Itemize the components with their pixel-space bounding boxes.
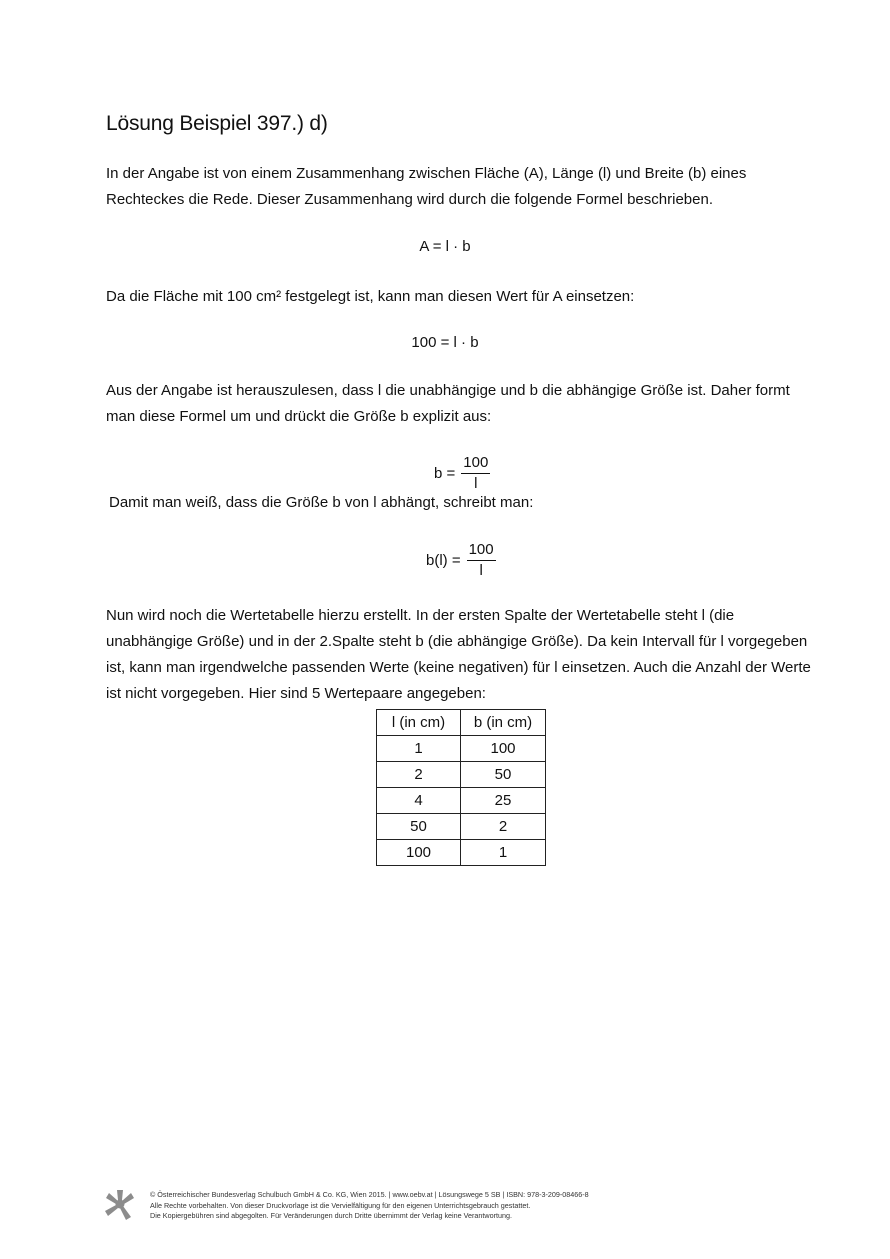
table-header-row (377, 710, 546, 736)
table-cell-b: 50 (461, 762, 546, 788)
table-cell-b: 100 (461, 736, 546, 762)
table-row (377, 736, 546, 762)
table-cell-b: 1 (461, 840, 546, 866)
paragraph-intro: In der Angabe ist von einem Zusammenhang zwischen Fläche (A), Länge (l) und Breite (b) eines Rechteckes die Rede. Dieser Zusammenhang wird durch die folgende Formel beschrieben. (106, 165, 747, 208)
formula-function-lhs: b(l) = (426, 552, 461, 569)
page-title: Lösung Beispiel 397.) d) (106, 112, 328, 135)
table-row (377, 762, 546, 788)
paragraph-rearrange: Aus der Angabe ist herauszulesen, dass l die unabhängige und b die abhängige Größe ist. Daher formt man diese Formel um und drückt die Größe b explizit aus: (106, 382, 790, 425)
table-header-b: b (in cm) (461, 710, 546, 736)
table-header-l: l (in cm) (377, 710, 461, 736)
table-row (377, 840, 546, 866)
fraction (467, 541, 496, 580)
table-cell-b: 2 (461, 814, 546, 840)
footer-line: © Österreichischer Bundesverlag Schulbuch GmbH & Co. KG, Wien 2015. | www.oebv.at | Lösungswege 5 SB | ISBN: 978-3-209-08466-8 (150, 1190, 589, 1199)
footer (104, 1187, 824, 1227)
footer-copyright (150, 1190, 589, 1222)
fraction-denominator: l (474, 475, 478, 492)
formula-explicit-lhs: b = (434, 465, 456, 482)
table-cell-b: 25 (461, 788, 546, 814)
formula-explicit-b (434, 454, 490, 493)
table-cell-l: 1 (377, 736, 461, 762)
table-row (377, 788, 546, 814)
paragraph-substitution: Da die Fläche mit 100 cm² festgelegt ist, kann man diesen Wert für A einsetzen: (106, 288, 635, 305)
formula-area: A = l · b (419, 238, 471, 255)
table-cell-l: 50 (377, 814, 461, 840)
oebv-asterisk-logo-icon (104, 1189, 136, 1221)
paragraph-function-notation: Damit man weiß, dass die Größe b von l abhängt, schreibt man: (109, 494, 534, 511)
table-cell-l: 4 (377, 788, 461, 814)
value-table (376, 709, 546, 866)
table-cell-l: 2 (377, 762, 461, 788)
formula-area-substituted: 100 = l · b (411, 334, 479, 351)
fraction-numerator: 100 (467, 541, 496, 561)
paragraph-value-table: Nun wird noch die Wertetabelle hierzu erstellt. In der ersten Spalte der Wertetabelle steht l (die unabhängige Größe) und in der 2.Spalte steht b (die abhängige Größe). Da kein Intervall für l vorgegeben ist, kann man irgendwelche passenden Werte (keine negativen) für l einsetzen. Auch die Anzahl der Werte ist nicht vorgegeben. Hier sind 5 Wertepaare angegeben: (106, 607, 811, 702)
fraction (461, 454, 490, 493)
formula-function-b (426, 541, 496, 580)
table-cell-l: 100 (377, 840, 461, 866)
fraction-denominator: l (479, 562, 483, 579)
table-row (377, 814, 546, 840)
fraction-numerator: 100 (461, 454, 490, 474)
footer-line: Die Kopiergebühren sind abgegolten. Für Veränderungen durch Dritte übernimmt der Verlag keine Verantwortung. (150, 1211, 512, 1220)
footer-line: Alle Rechte vorbehalten. Von dieser Druckvorlage ist die Vervielfältigung für den eigenen Unterrichtsgebrauch gestattet. (150, 1200, 531, 1210)
